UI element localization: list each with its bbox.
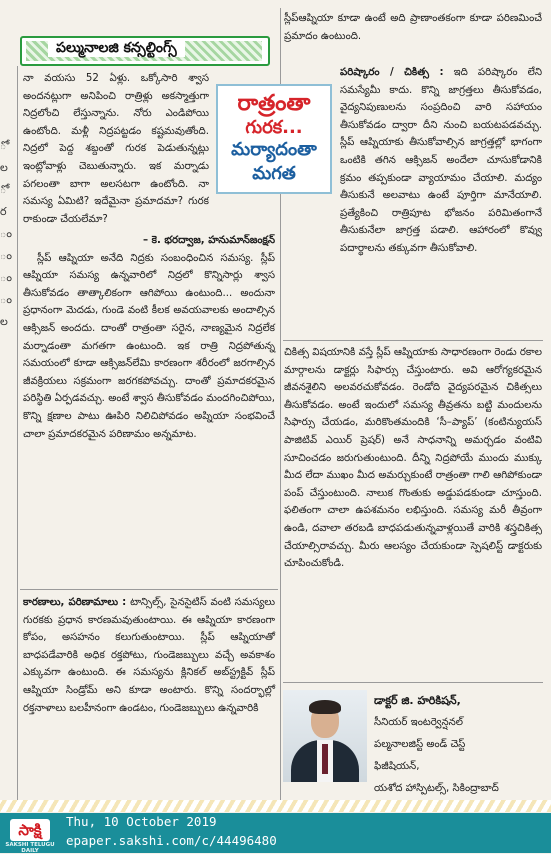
left-column-rule	[17, 66, 18, 801]
logo-mark: సాక్షి	[10, 819, 50, 841]
sakshi-logo[interactable]	[4, 813, 54, 853]
headline-line-3: మర్యాదంతా	[231, 139, 317, 160]
doctor-title-1: సీనియర్ ఇంటర్వెన్షనల్	[374, 717, 463, 728]
doctor-photo	[283, 690, 367, 782]
doctor-hospital: యశోద హాస్పిటల్స్, సికింద్రాబాద్	[374, 783, 499, 794]
fragment: ల	[0, 161, 8, 174]
doctor-title-2: పల్మనాలజిస్ట్ అండ్ చెస్ట్	[374, 739, 466, 750]
fragment: ర	[0, 205, 7, 218]
section-banner	[20, 36, 270, 66]
fragment: ల	[0, 315, 8, 328]
headline-line-1: రాత్రంతా	[237, 91, 311, 116]
fragment: ో	[0, 183, 7, 196]
left-divider	[20, 589, 278, 590]
fragment: ం	[0, 293, 12, 306]
question-attribution: – కె. భరద్వాజ, హనుమాన్‌జంక్షన్	[143, 235, 275, 246]
epaper-link[interactable]: epaper.sakshi.com/c/44496480	[66, 833, 277, 848]
causes-section	[23, 594, 275, 717]
answer-paragraph: స్లీప్ ఆప్నియా అనేది నిద్రకు సంబంధించిన సమస్య. స్లీప్ ఆప్నియా సమస్య ఉన్నవారిలో నిద్రలో కొన్నిసార్లు శ్వాస తీసుకోవడం తాత్కాలికంగా ఆగిపోయి ఉంటుంది... అందునా ప్రధానంగా మెదడు, గుండె వంటి కీలక అవయవాలకు అందాల్సిన ఆక్సిజన్ అందదు. దాంతో రాత్రంతా సరైన, నాణ్యమైన నిద్రలేక మర్నాడంతా మగతగా ఉంటుంది. ఇక రాత్రి నిద్రపోతున్న సమయంలో కూడా ఆక్సిజన్‌లేమి కారణంగా శరీరంలో జరగాల్సిన జీవక్రియలు సక్రమంగా జరగకపోవచ్చు. దాంతో ప్రమాదకరమైన పరిస్థితి ఏర్పడవచ్చు. అంటే శ్వాస తీసుకోవడం మందగించిపోయి, కొన్ని క్షణాల పాటు ఊపిరి నిలిచిపోవడం అప్నియా సంభవించే చాలా ప్రమాదకరమైన పరిణామం అన్నమాట.	[23, 252, 275, 440]
treatment-text: చికిత్స విషయానికి వస్తే స్లీప్ ఆప్నియాకు సాధారణంగా రెండు రకాల మార్గాలను డాక్టర్లు సిఫార్సు చేస్తుంటారు. అవి ఆరోగ్యకరమైన జీవనశైలిని అలవరచుకోవడం. రెండోది వైద్యపరమైన చికిత్సలు తీసుకోవడం. అంటే ఇందులో సమస్య తీవ్రతను బట్టి మందులను సిఫార్సు చేయడం, మరికొంతమందికి ‘సీ–ప్యాప్’ (కంటిన్యుయస్ పాజిటివ్ ఎయిర్ ప్రెషర్) అనే సాధనాన్ని అమర్చడం వంటివి సూచించడం జరుగుతుంటుంది. దీన్ని నిద్రపోయే ముందు ముక్కు మీద లేదా ముఖం మీద అమర్చుకుంటే రాత్రంతా గాలి ఆగిపోకుండా పంప్ చేస్తుంటుంది. నాలుక గొంతుకు అడ్డుపడకుండా చూస్తుంది. ఫలితంగా చాలా ఉపశమనం లభిస్తుంది. సమస్య మరీ తీవ్రంగా ఉండి, దవాలా తరబడి బాధపడుతున్నవాళ్లయితే వారికి శస్త్రచికిత్స చేయాల్సిరావచ్చు. మీరు ఆలస్యం చేయకుండా స్పెషలిస్ట్ డాక్టరుకు చూపించుకోండి.	[284, 347, 542, 570]
doctor-title-3: ఫిజీషియన్,	[374, 761, 420, 772]
right-column-top	[284, 10, 542, 45]
causes-text: టాన్సిల్స్, సైనసైటిస్ వంటి సమస్యలు గురకకు ప్రధాన కారణమవుతుంటాయి. ఈ ఆప్నియా కారణంగా కోపం, అసహనం కలుగుతుంటాయి. స్లీప్ ఆప్నియాతో బాధపడేవారికి అధిక రక్తపోటు, గుండెజబ్బులు వచ్చే అవకాశం ఎక్కువగా ఉంటుంది. ఈ సమస్యను క్లినికల్ అబ్‌స్ట్రక్టివ్ స్లీప్ ఆప్నియా సిండ్రోమ్ అని కూడా అంటారు. కొన్ని సందర్భాల్లో రక్తనాళాలు బలహీనంగా ఉండటం, గుండెజబ్బులు ఉన్నవారికి	[23, 597, 275, 714]
right-divider-2	[283, 682, 543, 683]
issue-date: Thu, 10 October 2019	[66, 814, 217, 829]
fragment: ో	[0, 139, 7, 152]
headline-box	[216, 84, 332, 194]
continuation-text: స్లీప్‌ఆప్నియా కూడా ఉంటే అది ప్రాణాంతకంగా కూడా పరిణమించే ప్రమాదం ఉంటుంది.	[284, 13, 542, 42]
doctor-name: డాక్టర్ జి. హరికిషన్,	[374, 694, 461, 707]
solution-section	[340, 64, 542, 336]
solution-heading: పరిష్కారం / చికిత్స :	[340, 67, 444, 78]
doctor-byline	[374, 690, 544, 800]
headline-line-4: మగత	[252, 163, 296, 184]
treatment-section	[284, 344, 542, 678]
logo-subtitle: SAKSHI TELUGU DAILY	[5, 842, 55, 854]
fragment: ం	[0, 271, 12, 284]
solution-text: ఇది పరిష్కారం లేని సమస్యేమీ కాదు. కొన్ని జాగ్రత్తలు తీసుకోవడం, వైద్యనిపుణులను సంప్రదించి వారి సహాయం తీసుకోవడం ద్వారా దీని నుంచి బయటపడవచ్చు. స్లీప్ ఆప్నియాకు తీసుకోవాల్సిన జాగ్రత్తల్లో భాగంగా ఒంటికి తగిన ఆక్సిజన్ అందేలా చూసుకోడానికి క్రమం తప్పకుండా వ్యాయామం చేయాలి. మద్యం తీసుకునే అలవాటు ఉంటే పూర్తిగా మానేయాలి. ప్రత్యేకించి రాత్రిపూట భోజనం పరిమితంగానే తీసుకునేలా జాగ్రత్త పడాలి. ఆహారంలో కొవ్వు పదార్థాలను తక్కువగా తీసుకోవాలి.	[340, 67, 542, 254]
section-title: పల్మునాలజి కన్సల్టింగ్స్	[48, 39, 185, 57]
causes-heading: కారణాలు, పరిణామాలు :	[23, 597, 127, 608]
headline-line-2: గురక...	[245, 117, 303, 138]
fragment: ం	[0, 249, 12, 262]
question-text: నా వయసు 52 ఏళ్లు. ఒక్కోసారి శ్వాస అందనట్లుగా అనిపించి రాత్రిళ్లు అకస్మాత్తుగా నిద్రలోంచి లేస్తున్నాను. నోరు ఎండిపోయి ఉంటోంది. మళ్లీ నిద్రపట్టడం కష్టమవుతోంది. నిద్రలో పెద్ద శబ్దంతో గురక పెడుతున్నట్లు ఇంట్లోవాళ్లు చెబుతున్నారు. ఇక మర్నాడు పగలంతా బాగా అలసటగా ఉంటోంది. నా సమస్య ఏమిటి? ఇదేమైనా ప్రమాదమా? గురక రాకుండా చేయలేమా?	[23, 73, 209, 225]
right-divider-1	[283, 340, 543, 341]
previous-column-fragments	[0, 135, 12, 328]
question-top	[23, 70, 209, 228]
left-column-body	[23, 232, 275, 443]
footer-decoration	[0, 800, 551, 812]
fragment: ం	[0, 227, 12, 240]
